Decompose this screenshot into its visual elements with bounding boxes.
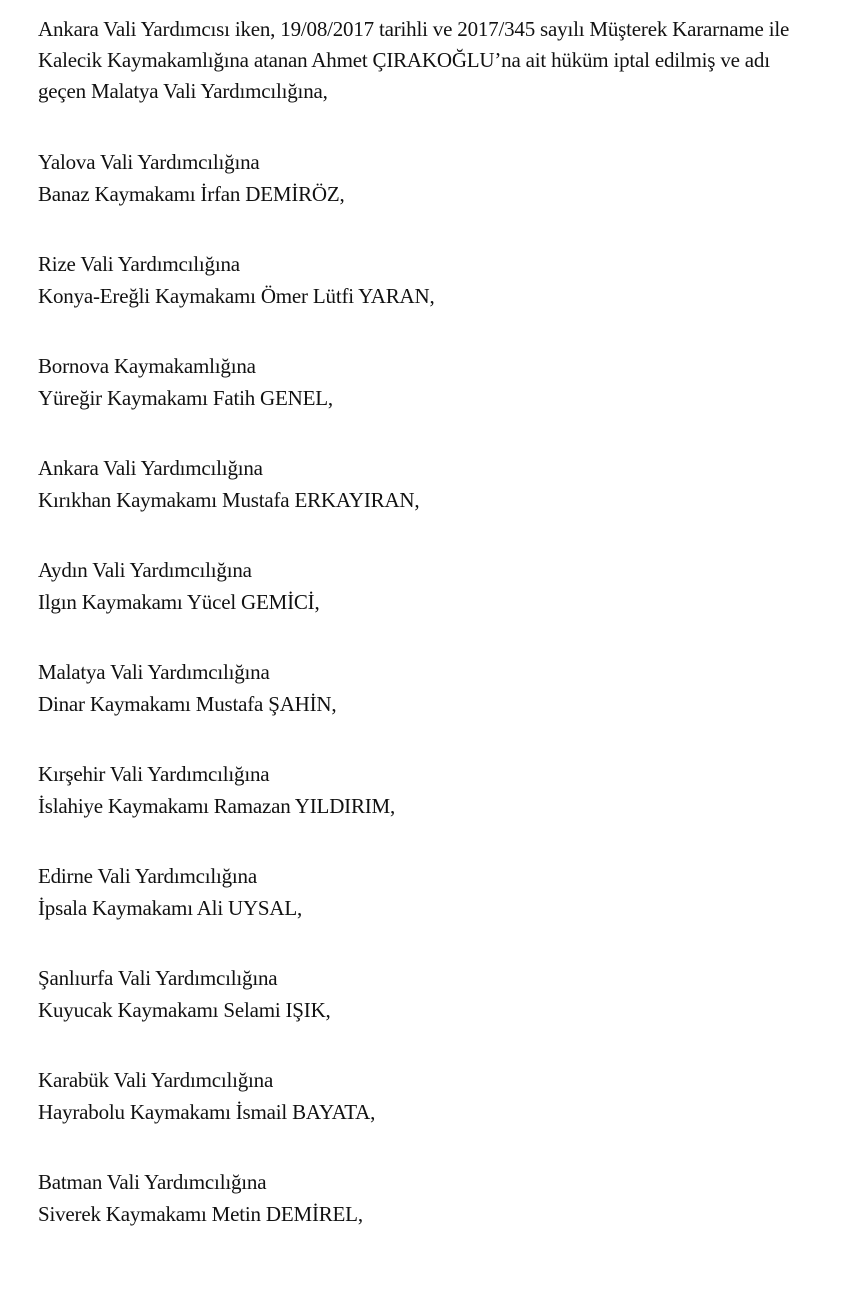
appointment-entry <box>38 1064 818 1128</box>
appointment-post: Edirne Vali Yardımcılığına <box>38 864 257 888</box>
appointment-entry <box>38 860 818 924</box>
document-page <box>38 14 818 1268</box>
appointee: Siverek Kaymakamı Metin DEMİREL, <box>38 1202 363 1226</box>
appointment-entry <box>38 656 818 720</box>
appointment-post: Yalova Vali Yardımcılığına <box>38 150 260 174</box>
appointment-entry <box>38 146 818 210</box>
appointee: Kuyucak Kaymakamı Selami IŞIK, <box>38 998 331 1022</box>
appointment-post: Batman Vali Yardımcılığına <box>38 1170 267 1194</box>
appointment-post: Ankara Vali Yardımcılığına <box>38 456 263 480</box>
appointment-post: Aydın Vali Yardımcılığına <box>38 558 252 582</box>
appointee: Yüreğir Kaymakamı Fatih GENEL, <box>38 386 333 410</box>
appointment-entry <box>38 452 818 516</box>
appointee: Dinar Kaymakamı Mustafa ŞAHİN, <box>38 692 337 716</box>
appointee: Hayrabolu Kaymakamı İsmail BAYATA, <box>38 1100 376 1124</box>
appointee: Banaz Kaymakamı İrfan DEMİRÖZ, <box>38 182 345 206</box>
intro-line-2: Kalecik Kaymakamlığına atanan Ahmet ÇIRAKOĞLU’na ait hüküm iptal edilmiş ve adı <box>38 48 770 72</box>
appointee: Konya-Ereğli Kaymakamı Ömer Lütfi YARAN, <box>38 284 435 308</box>
appointment-entry <box>38 1166 818 1230</box>
appointee: Ilgın Kaymakamı Yücel GEMİCİ, <box>38 590 320 614</box>
appointment-post: Rize Vali Yardımcılığına <box>38 252 240 276</box>
appointment-post: Malatya Vali Yardımcılığına <box>38 660 270 684</box>
appointee: Kırıkhan Kaymakamı Mustafa ERKAYIRAN, <box>38 488 420 512</box>
appointment-post: Karabük Vali Yardımcılığına <box>38 1068 274 1092</box>
intro-line-3: geçen Malatya Vali Yardımcılığına, <box>38 79 328 103</box>
appointment-entry <box>38 248 818 312</box>
intro-line-1: Ankara Vali Yardımcısı iken, 19/08/2017 tarihli ve 2017/345 sayılı Müşterek Kararname ile <box>38 17 790 41</box>
appointment-post: Bornova Kaymakamlığına <box>38 354 256 378</box>
appointee: İslahiye Kaymakamı Ramazan YILDIRIM, <box>38 794 396 818</box>
appointment-post: Şanlıurfa Vali Yardımcılığına <box>38 966 278 990</box>
appointment-post: Kırşehir Vali Yardımcılığına <box>38 762 270 786</box>
appointment-entry <box>38 350 818 414</box>
appointment-entry <box>38 962 818 1026</box>
appointment-entry <box>38 758 818 822</box>
intro-paragraph <box>38 14 818 107</box>
appointment-entry <box>38 554 818 618</box>
appointee: İpsala Kaymakamı Ali UYSAL, <box>38 896 303 920</box>
